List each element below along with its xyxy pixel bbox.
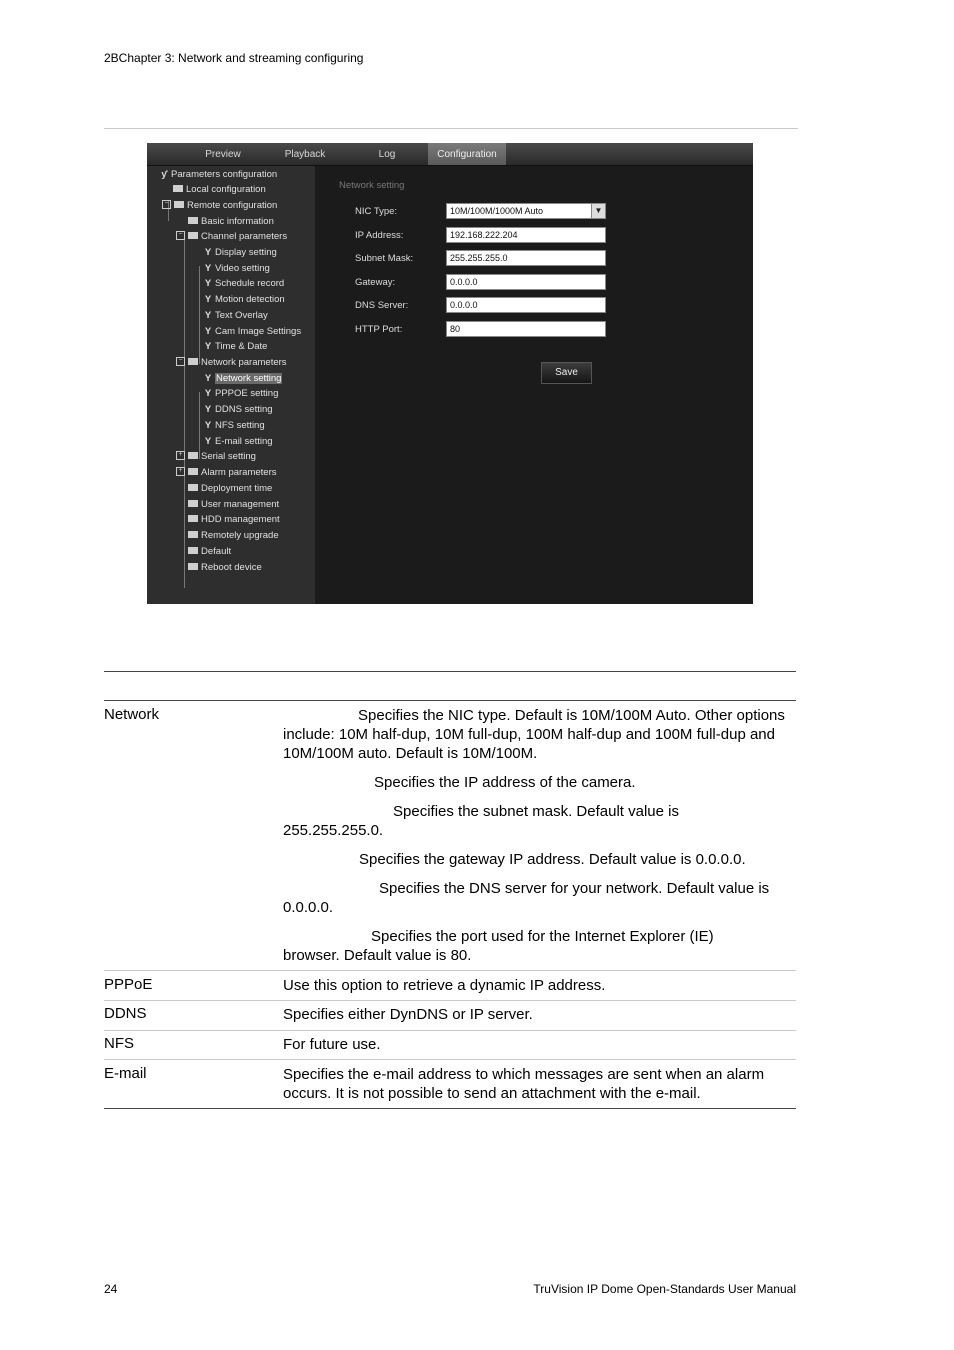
tree-text-overlay[interactable]: Y Text Overlay <box>204 310 268 321</box>
header-rule <box>104 128 798 129</box>
folder-icon <box>188 531 198 538</box>
leaf-icon: Y <box>204 278 212 289</box>
leaf-icon: Y <box>204 404 212 415</box>
tree-display-setting[interactable]: Y Display setting <box>204 247 277 258</box>
tree-local-configuration[interactable]: Local configuration <box>173 183 266 196</box>
row-rule <box>104 1059 796 1060</box>
table-top-rule <box>104 671 796 672</box>
gateway-input[interactable]: 0.0.0.0 <box>446 274 606 290</box>
tree-remote-configuration[interactable]: − Remote configuration <box>162 199 277 212</box>
leaf-icon: Y <box>204 326 212 337</box>
folder-icon <box>188 563 198 570</box>
tree-nfs-setting[interactable]: Y NFS setting <box>204 420 265 431</box>
leaf-icon: Y <box>204 373 212 384</box>
tree-line <box>199 266 200 364</box>
tree-video-setting[interactable]: Y Video setting <box>204 263 270 274</box>
row-desc-ddns: Specifies either DynDNS or IP server. <box>283 1006 533 1023</box>
tree-hdd-management[interactable]: HDD management <box>188 513 280 526</box>
table-bottom-rule <box>104 1108 796 1109</box>
collapse-icon: − <box>176 231 185 240</box>
folder-icon <box>188 217 198 224</box>
row-rule <box>104 970 796 971</box>
subnet-mask-label: Subnet Mask: <box>355 253 414 264</box>
tree-default[interactable]: Default <box>188 545 231 558</box>
config-screenshot <box>147 143 753 604</box>
folder-icon <box>188 484 198 491</box>
tree-channel-parameters[interactable]: − Channel parameters <box>176 230 287 243</box>
tree-schedule-record[interactable]: Y Schedule record <box>204 278 285 289</box>
folder-icon <box>188 468 198 475</box>
tab-preview[interactable]: Preview <box>205 149 241 160</box>
nic-type-select[interactable] <box>446 203 606 219</box>
page-number: 24 <box>104 1282 118 1296</box>
tree-line <box>199 392 200 459</box>
folder-icon <box>188 452 198 459</box>
tree-cam-image-settings[interactable]: Y Cam Image Settings <box>204 326 302 337</box>
dns-server-input[interactable]: 0.0.0.0 <box>446 297 606 313</box>
tree-pppoe-setting[interactable]: Y PPPOE setting <box>204 388 279 399</box>
page-header: 2BChapter 3: Network and streaming configuring <box>104 51 364 65</box>
leaf-icon: Y <box>204 263 212 274</box>
tree-basic-information[interactable]: Basic information <box>188 215 274 228</box>
tree-serial-setting[interactable]: + Serial setting <box>176 450 256 463</box>
expand-icon: + <box>176 467 185 476</box>
folder-icon <box>188 547 198 554</box>
network-setting-panel <box>315 166 753 604</box>
network-desc-gateway: Specifies the gateway IP address. Default value is 0.0.0.0. <box>359 851 746 868</box>
table-header-rule <box>104 700 796 701</box>
gateway-label: Gateway: <box>355 277 396 288</box>
network-desc-dns: Specifies the DNS server for your network. Default value is 0.0.0.0. <box>283 880 770 916</box>
nic-type-value: 10M/100M/1000M Auto <box>450 206 544 216</box>
ip-address-label: IP Address: <box>355 230 404 241</box>
tree-network-parameters[interactable]: − Network parameters <box>176 356 287 369</box>
footer-title: TruVision IP Dome Open-Standards User Manual <box>533 1282 796 1296</box>
subnet-mask-input[interactable]: 255.255.255.0 <box>446 250 606 266</box>
tree-deployment-time[interactable]: Deployment time <box>188 482 272 495</box>
tree-remotely-upgrade[interactable]: Remotely upgrade <box>188 529 279 542</box>
http-port-input[interactable]: 80 <box>446 321 606 337</box>
row-label-email: E-mail <box>104 1065 147 1082</box>
tab-bar <box>147 143 753 166</box>
tree-ddns-setting[interactable]: Y DDNS setting <box>204 404 273 415</box>
folder-icon <box>173 185 183 192</box>
row-rule <box>104 1000 796 1001</box>
network-desc-http: Specifies the port used for the Internet Explorer (IE) browser. Default value is 80. <box>283 928 714 964</box>
row-rule <box>104 1030 796 1031</box>
row-label-pppoe: PPPoE <box>104 976 153 993</box>
ip-address-input[interactable]: 192.168.222.204 <box>446 227 606 243</box>
leaf-icon: Y <box>204 420 212 431</box>
chevron-down-icon[interactable]: ▼ <box>591 204 605 218</box>
network-desc-subnet: Specifies the subnet mask. Default value is 255.255.255.0. <box>283 803 679 839</box>
folder-icon <box>188 358 198 365</box>
folder-icon <box>188 232 198 239</box>
tree-user-management[interactable]: User management <box>188 498 279 511</box>
row-desc-nfs: For future use. <box>283 1036 381 1053</box>
leaf-icon: Y <box>204 436 212 447</box>
leaf-icon: Y <box>204 294 212 305</box>
tab-log[interactable]: Log <box>378 149 396 160</box>
nic-type-label: NIC Type: <box>355 206 398 217</box>
collapse-icon: − <box>162 200 171 209</box>
tree-line <box>184 234 185 588</box>
tab-configuration[interactable]: Configuration <box>428 143 506 165</box>
folder-icon <box>174 201 184 208</box>
expand-icon: + <box>176 451 185 460</box>
collapse-icon: − <box>176 357 185 366</box>
leaf-icon: Y <box>204 388 212 399</box>
folder-icon <box>188 515 198 522</box>
folder-icon <box>188 500 198 507</box>
section-title: Network setting <box>339 180 405 191</box>
tree-root[interactable]: ƴ Parameters configuration <box>159 168 277 181</box>
leaf-icon: Y <box>204 341 212 352</box>
tree-time-date[interactable]: Y Time & Date <box>204 341 268 352</box>
row-desc-email: Specifies the e-mail address to which messages are sent when an alarm occurs. It is not possible to send an attachment with the e-mail. <box>283 1066 765 1102</box>
network-desc-nic: Specifies the NIC type. Default is 10M/100M Auto. Other options include: 10M half-dup, 10M full-dup, 100M half-dup and 100M full-dup and 10M/100M auto. Default is 10M/100M. <box>283 707 785 762</box>
leaf-icon: Y <box>204 247 212 258</box>
row-desc-pppoe: Use this option to retrieve a dynamic IP address. <box>283 977 606 994</box>
save-button[interactable]: Save <box>541 362 592 384</box>
http-port-label: HTTP Port: <box>355 324 403 335</box>
config-tree <box>147 166 315 604</box>
row-label-ddns: DDNS <box>104 1005 147 1022</box>
tree-network-setting[interactable]: Y Network setting <box>204 373 282 384</box>
tree-motion-detection[interactable]: Y Motion detection <box>204 294 285 305</box>
leaf-icon: Y <box>204 310 212 321</box>
wrench-icon: ƴ <box>161 169 167 180</box>
tab-playback[interactable]: Playback <box>284 149 326 160</box>
tree-alarm-parameters[interactable]: + Alarm parameters <box>176 466 277 479</box>
dns-server-label: DNS Server: <box>355 300 409 311</box>
tree-email-setting[interactable]: Y E-mail setting <box>204 436 273 447</box>
tree-reboot-device[interactable]: Reboot device <box>188 561 262 574</box>
network-desc-ip: Specifies the IP address of the camera. <box>374 774 636 791</box>
row-label-nfs: NFS <box>104 1035 134 1052</box>
row-label-network: Network <box>104 706 160 723</box>
